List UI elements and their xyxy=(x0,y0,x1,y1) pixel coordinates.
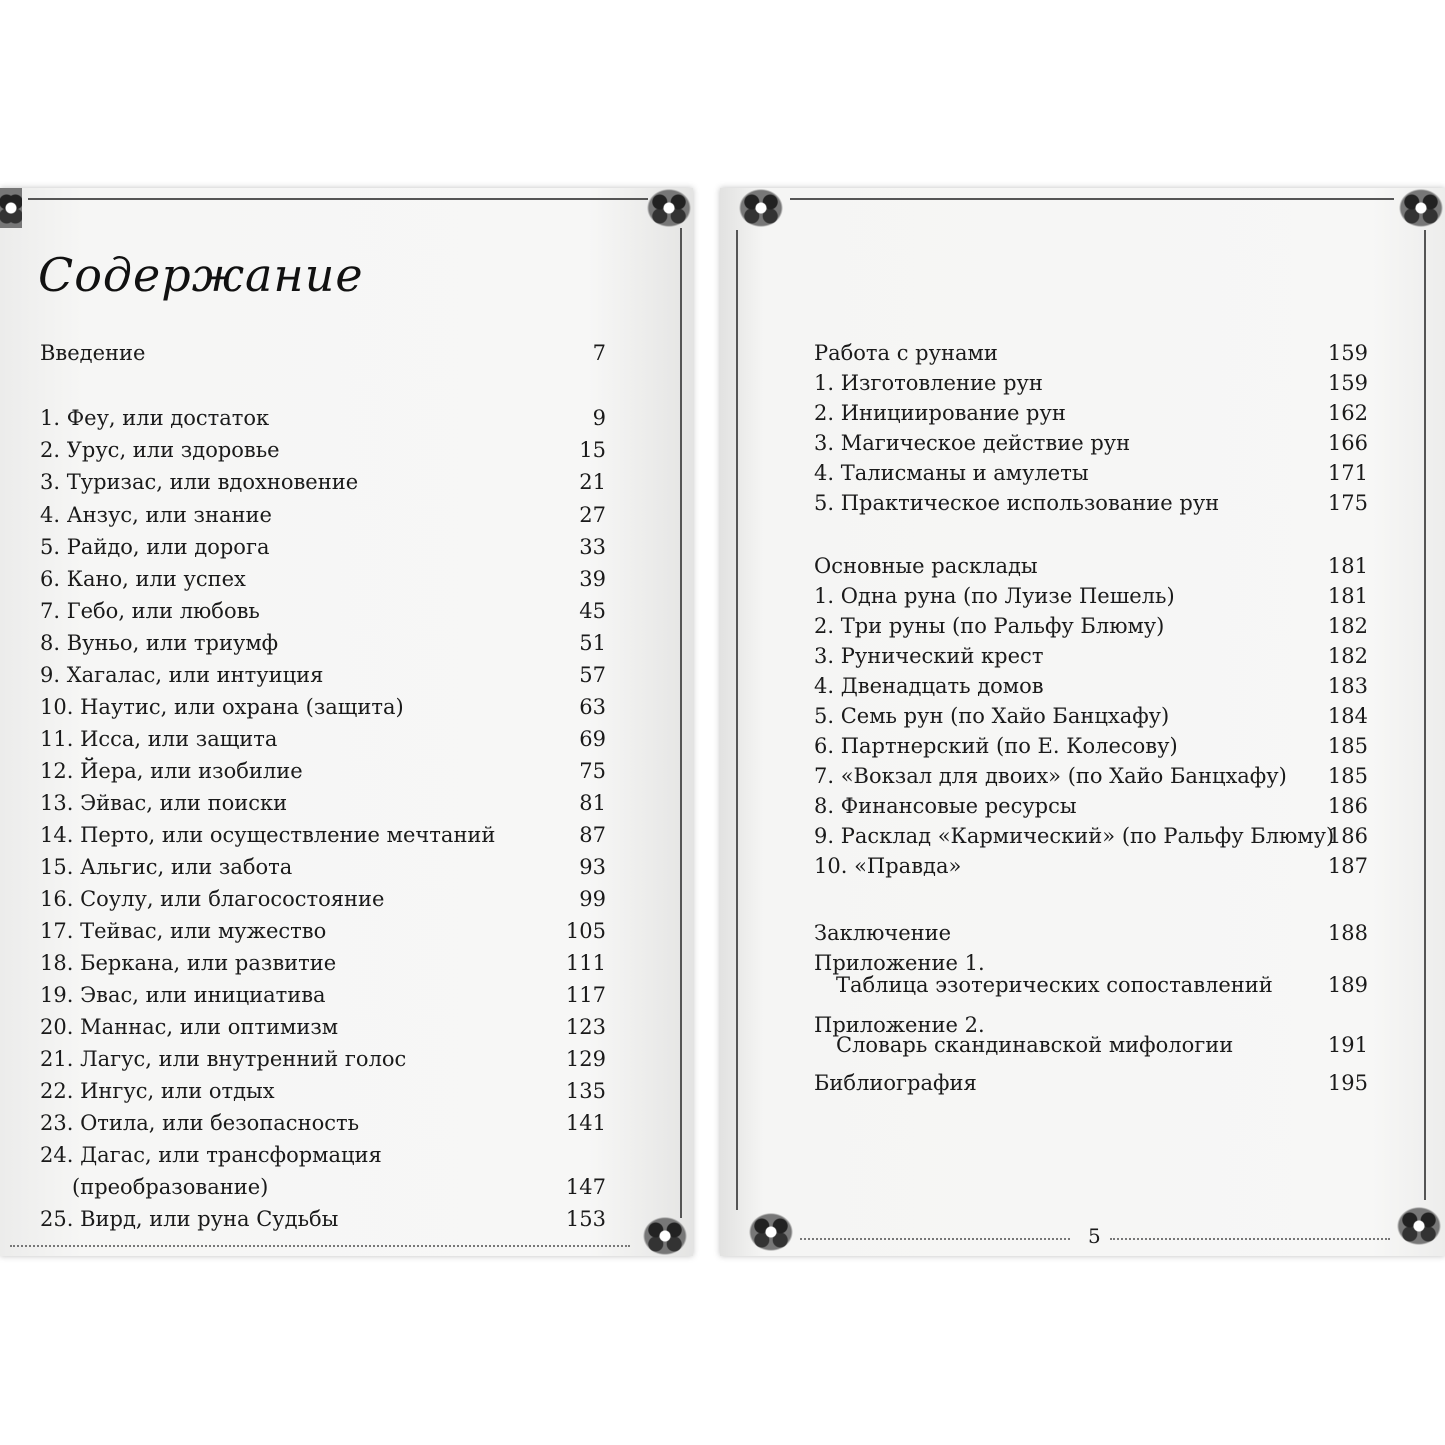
toc-entry-title: 1. Изготовление рун xyxy=(814,371,1043,395)
toc-entry-title: 1. Одна руна (по Луизе Пешель) xyxy=(814,584,1175,608)
toc-entry-title: Приложение 2. xyxy=(814,1013,985,1037)
toc-entry-title: 23. Отила, или безопасность xyxy=(40,1111,360,1135)
toc-entry-title: Заключение xyxy=(814,921,952,945)
toc-entry-page: 186 xyxy=(1327,824,1368,848)
toc-entry-page: 81 xyxy=(579,791,606,815)
toc-entry-page: 117 xyxy=(565,983,606,1007)
ornament-icon xyxy=(0,188,22,228)
toc-entry-page: 147 xyxy=(565,1175,606,1199)
toc-entry-title: 5. Семь рун (по Хайо Банцхафу) xyxy=(814,704,1170,728)
toc-entry-page: 159 xyxy=(1327,371,1368,395)
page-number: 5 xyxy=(1088,1224,1101,1248)
toc-entry-page: 188 xyxy=(1327,921,1368,945)
toc-entry-page: 191 xyxy=(1327,1033,1368,1057)
toc-entry-page: 185 xyxy=(1327,734,1368,758)
toc-entry-page: 187 xyxy=(1327,854,1368,878)
toc-entry-page: 175 xyxy=(1327,491,1368,515)
toc-entry-page: 39 xyxy=(579,567,606,591)
toc-entry-title: 16. Соулу, или благосостояние xyxy=(40,887,385,911)
toc-entry-page: 153 xyxy=(565,1207,606,1231)
toc-entry-page: 57 xyxy=(579,663,606,687)
toc-entry-page: 186 xyxy=(1327,794,1368,818)
toc-entry-title: Введение xyxy=(40,341,146,365)
toc-entry-title: 9. Расклад «Кармический» (по Ральфу Блюму) xyxy=(814,824,1335,848)
toc-entry-title: 6. Партнерский (по Е. Колесову) xyxy=(814,734,1178,758)
toc-entry-page: 75 xyxy=(579,759,606,783)
toc-entry-page: 135 xyxy=(565,1079,606,1103)
ornament-icon xyxy=(1396,1206,1442,1246)
toc-entry-title: 9. Хагалас, или интуиция xyxy=(40,663,324,687)
toc-entry-page: 182 xyxy=(1327,644,1368,668)
toc-entry-title: Основные расклады xyxy=(814,554,1038,578)
toc-entry-title: 7. Гебо, или любовь xyxy=(40,599,260,623)
toc-entry-page: 123 xyxy=(565,1015,606,1039)
toc-entry-page: 129 xyxy=(565,1047,606,1071)
toc-entry-title: 19. Эвас, или инициатива xyxy=(40,983,326,1007)
toc-entry-title: 15. Альгис, или забота xyxy=(40,855,293,879)
toc-entry-title: 20. Маннас, или оптимизм xyxy=(40,1015,339,1039)
toc-entry-title: 24. Дагас, или трансформация xyxy=(40,1143,382,1167)
toc-entry-page: 99 xyxy=(579,887,606,911)
toc-entry-page: 141 xyxy=(565,1111,606,1135)
toc-entry-title: 2. Три руны (по Ральфу Блюму) xyxy=(814,614,1165,638)
toc-entry-title: 10. Наутис, или охрана (защита) xyxy=(40,695,404,719)
toc-entry-title: 5. Райдо, или дорога xyxy=(40,535,270,559)
toc-entry-title: 22. Ингус, или отдых xyxy=(40,1079,275,1103)
ornament-icon xyxy=(748,1212,794,1252)
toc-entry-page: 15 xyxy=(579,438,606,462)
toc-entry-page: 9 xyxy=(592,406,606,430)
ornament-icon xyxy=(642,1216,688,1256)
toc-entry-title: 1. Феу, или достаток xyxy=(40,406,270,430)
toc-entry-page: 171 xyxy=(1327,461,1368,485)
toc-entry-title: 13. Эйвас, или поиски xyxy=(40,791,288,815)
ornament-icon xyxy=(646,188,692,228)
toc-entry-title: 3. Магическое действие рун xyxy=(814,431,1131,455)
toc-entry-page: 184 xyxy=(1327,704,1368,728)
toc-entry-page: 21 xyxy=(579,470,606,494)
toc-entry-title: 6. Кано, или успех xyxy=(40,567,246,591)
right-frame-right xyxy=(1424,230,1426,1200)
left-bottom-rule xyxy=(10,1245,630,1247)
toc-entry-title: 7. «Вокзал для двоих» (по Хайо Банцхафу) xyxy=(814,764,1287,788)
toc-entry-page: 162 xyxy=(1327,401,1368,425)
toc-entry-title: 8. Вуньо, или триумф xyxy=(40,631,279,655)
toc-entry-title: 8. Финансовые ресурсы xyxy=(814,794,1077,818)
toc-entry-page: 166 xyxy=(1327,431,1368,455)
page-title: Содержание xyxy=(38,248,364,302)
toc-entry-page: 159 xyxy=(1327,341,1368,365)
toc-entry-title: 4. Талисманы и амулеты xyxy=(814,461,1089,485)
toc-entry-title: Библиография xyxy=(814,1071,977,1095)
toc-entry-title: Таблица эзотерических сопоставлений xyxy=(836,973,1273,997)
toc-entry-title: Приложение 1. xyxy=(814,951,985,975)
toc-entry-page: 189 xyxy=(1327,973,1368,997)
toc-entry-page: 195 xyxy=(1327,1071,1368,1095)
toc-entry-page: 87 xyxy=(579,823,606,847)
toc-entry-page: 33 xyxy=(579,535,606,559)
toc-entry-title: 10. «Правда» xyxy=(814,854,962,878)
toc-entry-page: 45 xyxy=(579,599,606,623)
toc-entry-title: 3. Рунический крест xyxy=(814,644,1044,668)
toc-entry-page: 93 xyxy=(579,855,606,879)
toc-entry-title: 2. Инициирование рун xyxy=(814,401,1066,425)
left-frame-right xyxy=(680,228,682,1218)
toc-entry-page: 51 xyxy=(579,631,606,655)
ornament-icon xyxy=(738,188,784,228)
toc-entry-title: 4. Анзус, или знание xyxy=(40,503,272,527)
toc-entry-page: 181 xyxy=(1327,584,1368,608)
toc-entry-title: Словарь скандинавской мифологии xyxy=(836,1033,1234,1057)
toc-entry-page: 182 xyxy=(1327,614,1368,638)
toc-entry-title: 18. Беркана, или развитие xyxy=(40,951,337,975)
toc-entry-title: 4. Двенадцать домов xyxy=(814,674,1044,698)
toc-entry-title: 5. Практическое использование рун xyxy=(814,491,1220,515)
toc-entry-title: 17. Тейвас, или мужество xyxy=(40,919,327,943)
toc-entry-title: 21. Лагус, или внутренний голос xyxy=(40,1047,407,1071)
ornament-icon xyxy=(1398,188,1444,228)
toc-entry-title: 11. Исса, или защита xyxy=(40,727,278,751)
toc-entry-page: 111 xyxy=(565,951,606,975)
toc-entry-title: 14. Перто, или осуществление мечтаний xyxy=(40,823,496,847)
toc-entry-title: (преобразование) xyxy=(72,1175,269,1199)
toc-entry-title: 25. Вирд, или руна Судьбы xyxy=(40,1207,339,1231)
toc-entry-page: 181 xyxy=(1327,554,1368,578)
right-bottom-rule-a xyxy=(800,1238,1070,1240)
toc-entry-page: 69 xyxy=(579,727,606,751)
toc-entry-page: 63 xyxy=(579,695,606,719)
right-frame-left xyxy=(736,230,738,1210)
toc-entry-title: Работа с рунами xyxy=(814,341,998,365)
toc-entry-title: 12. Йера, или изобилие xyxy=(40,759,303,783)
toc-entry-page: 183 xyxy=(1327,674,1368,698)
left-frame-top xyxy=(28,198,648,200)
toc-entry-page: 105 xyxy=(565,919,606,943)
toc-entry-title: 2. Урус, или здоровье xyxy=(40,438,280,462)
toc-entry-page: 7 xyxy=(592,341,606,365)
toc-entry-page: 185 xyxy=(1327,764,1368,788)
toc-entry-page: 27 xyxy=(579,503,606,527)
right-bottom-rule-b xyxy=(1110,1238,1390,1240)
right-frame-top xyxy=(790,198,1394,200)
toc-entry-title: 3. Туризас, или вдохновение xyxy=(40,470,359,494)
